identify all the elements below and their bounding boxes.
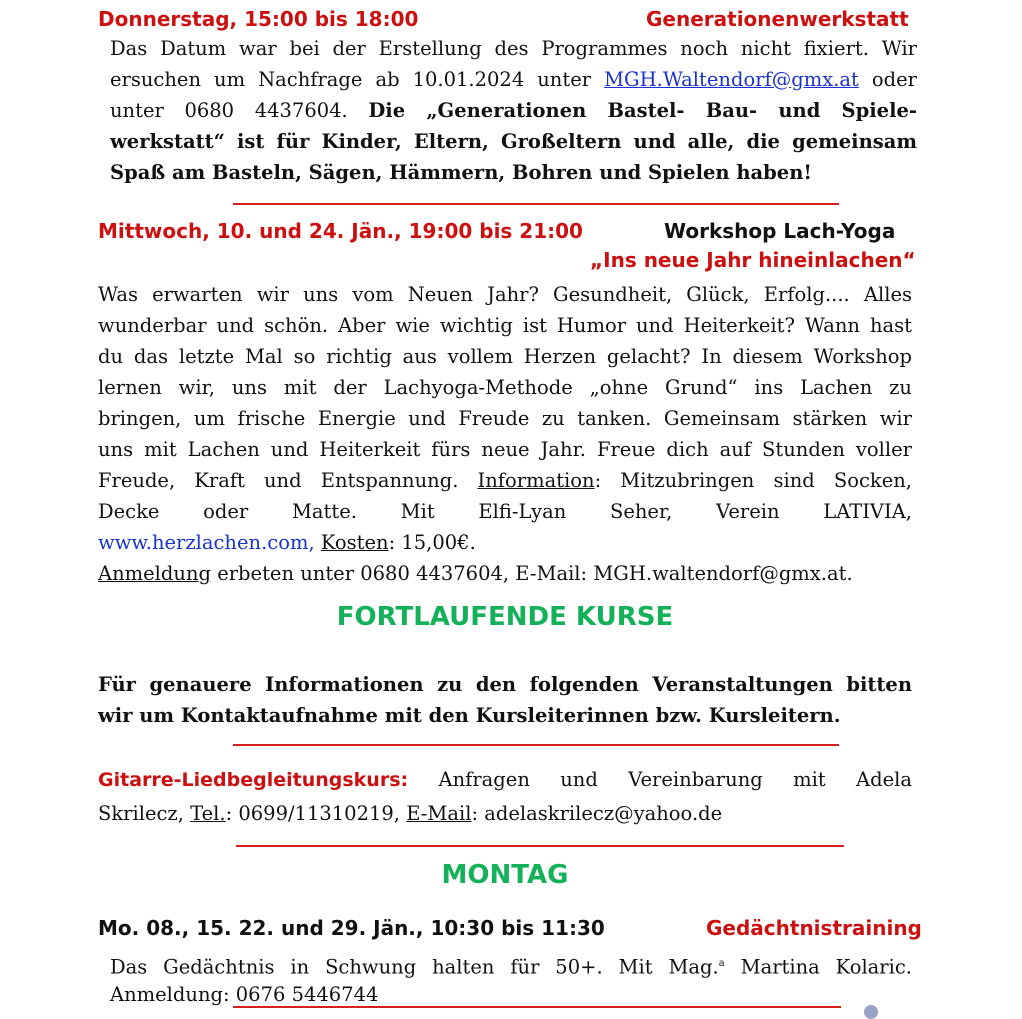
event3-line1-end: Martina Kolaric. [724, 955, 912, 979]
gitarre-line2 [98, 798, 912, 829]
event1-date: Donnerstag, 15:00 bis 18:00 [98, 7, 419, 31]
event2-information-label: Information [477, 469, 595, 492]
gitarre-tel-value: : 0699/11310219, [225, 802, 407, 825]
event2-anmeldung-text: erbeten unter 0680 4437604, E-Mail: MGH.waltendorf@gmx.at. [211, 562, 853, 585]
event2-subtitle: „Ins neue Jahr hineinlachen“ [590, 248, 916, 272]
event2-line5: bringen, um frische Energie und Freude zu tanken. Gemeinsam stärken wir [98, 407, 912, 430]
event1-line3-text: unter 0680 4437604. [110, 99, 369, 122]
event3-line1 [110, 948, 912, 983]
event3-superscript: a [718, 958, 725, 969]
event1-line4: werkstatt“ ist für Kinder, Eltern, Großeltern und alle, die gemeinsam [110, 130, 917, 153]
divider-2 [233, 744, 839, 746]
event1-line3 [110, 95, 917, 126]
event2-line1: Was erwarten wir uns vom Neuen Jahr? Gesundheit, Glück, Erfolg.... Alles [98, 283, 912, 306]
event1-line1: Das Datum war bei der Erstellung des Programmes noch nicht fixiert. Wir [110, 37, 917, 60]
event3-line1-text: Das Gedächtnis in Schwung halten für 50+. Mit Mag. [110, 955, 719, 979]
kurse-intro-line2: wir um Kontaktaufnahme mit den Kursleiterinnen bzw. Kursleitern. [98, 704, 841, 727]
event1-line2-end: oder [858, 68, 917, 91]
section-heading-montag: MONTAG [441, 860, 569, 890]
gitarre-name: Skrilecz, [98, 802, 191, 825]
event2-title: Workshop Lach-Yoga [664, 219, 896, 243]
event2-anmeldung-label: Anmeldung [98, 562, 211, 585]
event2-line8: Decke oder Matte. Mit Elfi-Lyan Seher, Verein LATIVIA, [98, 500, 912, 523]
event2-line2: wunderbar und schön. Aber wie wichtig ist Humor und Heiterkeit? Wann hast [98, 314, 912, 337]
gitarre-tel-label: Tel. [190, 802, 226, 825]
divider-4 [233, 1006, 841, 1008]
decorative-circle [864, 1005, 878, 1019]
gitarre-mail-label: E-Mail [406, 802, 472, 825]
divider-1 [233, 203, 839, 205]
event1-line3-bold: Die „Generationen Bastel- Bau- und Spiele- [368, 99, 917, 122]
event1-email-link[interactable]: MGH.Waltendorf@gmx.at [604, 68, 859, 91]
event2-line6: uns mit Lachen und Heiterkeit fürs neue Jahr. Freue dich auf Stunden voller [98, 438, 912, 461]
event3-date: Mo. 08., 15. 22. und 29. Jän., 10:30 bis 11:30 [98, 916, 605, 940]
event3-line2: Anmeldung: 0676 5446744 [110, 983, 379, 1006]
event3-title: Gedächtnistraining [706, 916, 922, 940]
gitarre-mail-value: : adelaskrilecz@yahoo.de [471, 802, 723, 825]
kurse-intro-line1: Für genauere Informationen zu den folgenden Veranstaltungen bitten [98, 673, 912, 696]
event2-line7 [98, 465, 912, 496]
event1-line5: Spaß am Basteln, Sägen, Hämmern, Bohren und Spielen haben! [110, 161, 812, 184]
gitarre-line1 [98, 764, 912, 796]
gitarre-label: Gitarre-Liedbegleitungskurs: [98, 769, 409, 791]
event2-line7-end: : Mitzubringen sind Socken, [594, 469, 912, 492]
event2-line9 [98, 527, 912, 558]
event2-kosten-value: : 15,00€. [388, 531, 476, 554]
event1-line2 [110, 64, 917, 95]
event2-kosten-label: Kosten [320, 531, 389, 554]
divider-3 [236, 845, 844, 847]
gitarre-text: Anfragen und Vereinbarung mit Adela [408, 768, 912, 791]
event1-line2-text: ersuchen um Nachfrage ab 10.01.2024 unter [110, 68, 605, 91]
event2-line10 [98, 558, 912, 589]
event2-line4: lernen wir, uns mit der Lachyoga-Methode „ohne Grund“ ins Lachen zu [98, 376, 912, 399]
event2-line7-text: Freude, Kraft und Entspannung. [98, 469, 478, 492]
event2-line3: du das letzte Mal so richtig aus vollem Herzen gelacht? In diesem Workshop [98, 345, 912, 368]
event2-website-link[interactable]: www.herzlachen.com, [98, 531, 315, 554]
event2-date: Mittwoch, 10. und 24. Jän., 19:00 bis 21:00 [98, 219, 583, 243]
event1-title: Generationenwerkstatt [646, 7, 909, 31]
section-heading-kurse: FORTLAUFENDE KURSE [336, 602, 674, 632]
